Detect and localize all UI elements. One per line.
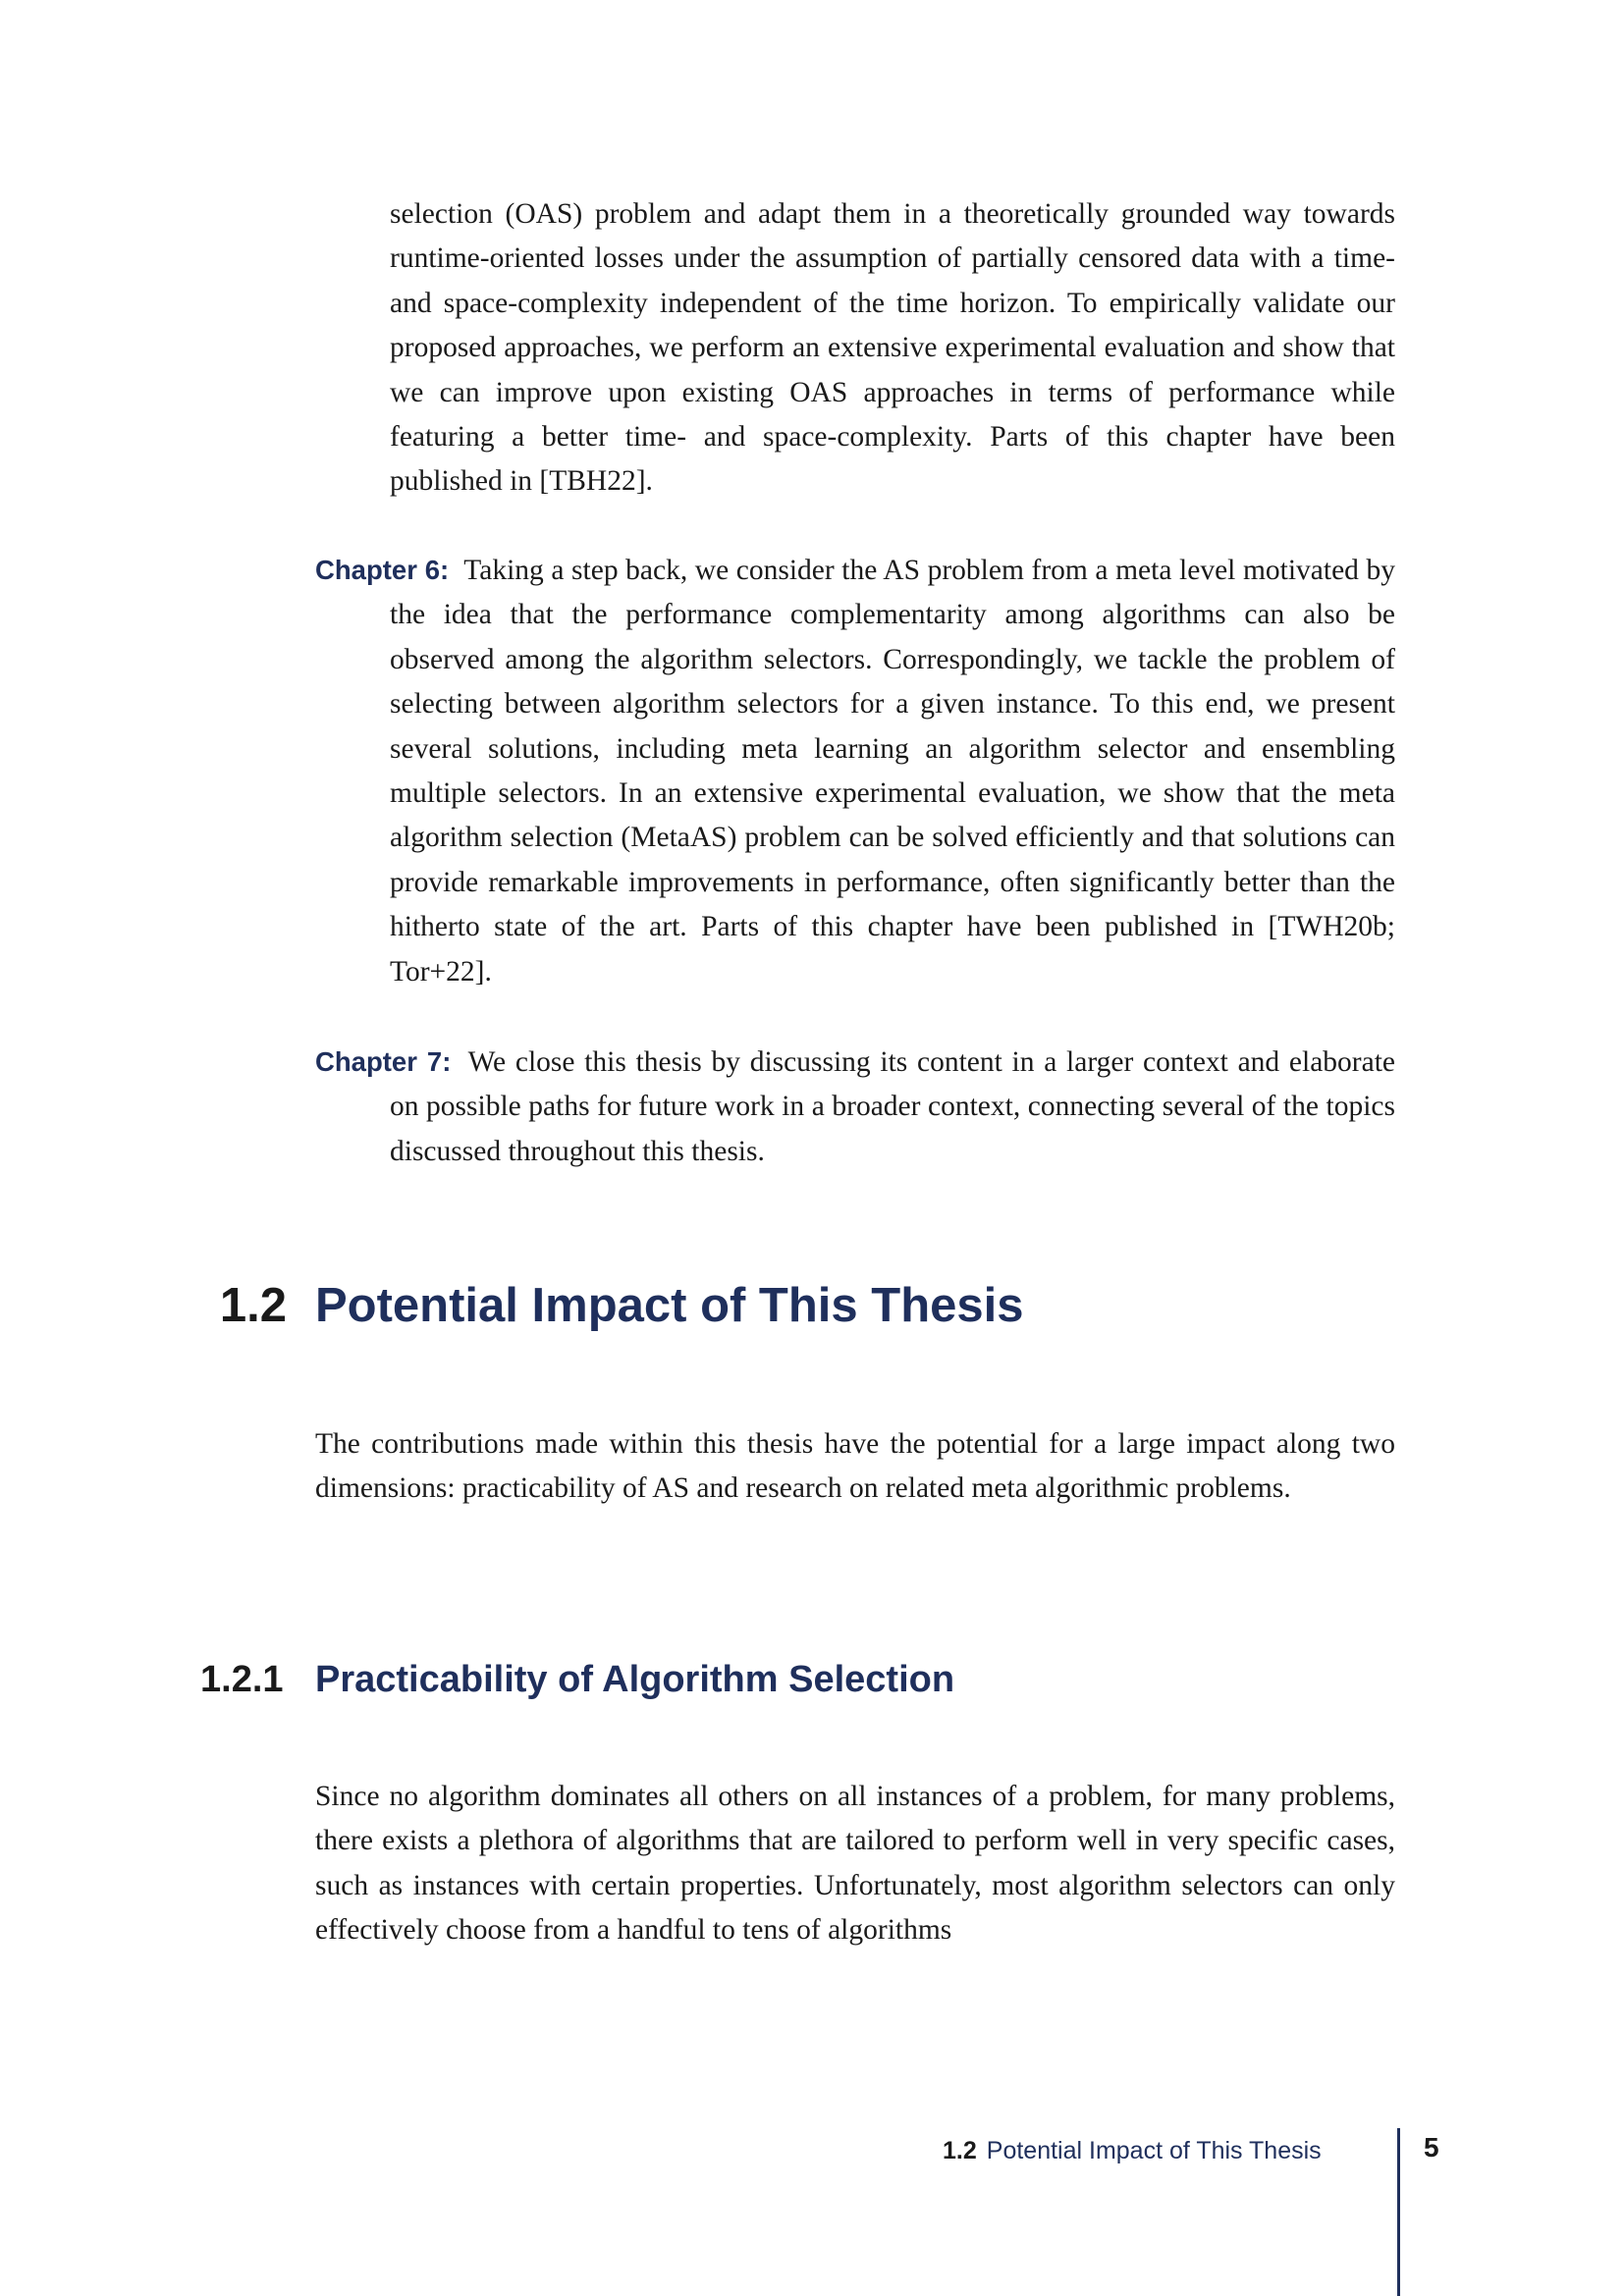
running-footer (943, 2131, 1322, 2170)
section-number: 1.2 (219, 1279, 287, 1332)
chapter-6-description: Taking a step back, we consider the AS problem from a meta level motivated by the idea that the performance complementarity among algorithms can also be observed among the algorithm selectors. Correspondingly, we tackle the problem of selecting between algorithm selectors for a given instance. To this end, we present several solutions, including meta learning an algorithm selector and ensembling multiple selectors. In an extensive experimental evaluation, we show that the meta algorithm selection (MetaAS) problem can be solved efficiently and that solutions can provide remarkable improvements in performance, often significantly better than the hitherto state of the art. Parts of this chapter have been published in [TWH20b; Tor+22]. (390, 555, 1396, 988)
footer-section-title: Potential Impact of This Thesis (986, 2137, 1322, 2164)
subsection-title: Practicability of Algorithm Selection (315, 1659, 955, 1700)
footer-divider (1397, 2128, 1400, 2296)
chapter-7-entry (315, 1040, 1395, 1174)
page-number: 5 (1424, 2132, 1439, 2163)
footer-section-number: 1.2 (943, 2137, 977, 2164)
subsection-number: 1.2.1 (200, 1659, 284, 1700)
chapter-5-continuation: selection (OAS) problem and adapt them in a theoretically grounded way towards runtime-oriented losses under the assumption of partially censored data with a time- and space-complexity independent of the time horizon. To empirically validate our proposed approaches, we perform an extensive experimental evaluation and show that we can improve upon existing OAS approaches in terms of performance while featuring a better time- and space-complexity. Parts of this chapter have been published in [TBH22]. (390, 198, 1395, 498)
section-intro-paragraph: The contributions made within this thesis have the potential for a large impact along two dimensions: practicability of AS and research on related meta algorithmic problems. (315, 1428, 1395, 1505)
chapter-6-entry (315, 548, 1395, 994)
chapter-6-label: Chapter 6: (315, 555, 450, 585)
subsection-paragraph: Since no algorithm dominates all others on all instances of a problem, for many problems, there exists a plethora of algorithms that are tailored to perform well in very specific cases, such as instances with certain properties. Unfortunately, most algorithm selectors can only effectively choose from a handful to tens of algorithms (315, 1781, 1395, 1947)
chapter-7-label: Chapter 7: (315, 1046, 452, 1077)
chapter-7-description: We close this thesis by discussing its content in a larger context and elaborate on possible paths for future work in a broader context, connecting several of the topics discussed throughout this thesis. (390, 1046, 1396, 1167)
section-title: Potential Impact of This Thesis (315, 1279, 1024, 1332)
